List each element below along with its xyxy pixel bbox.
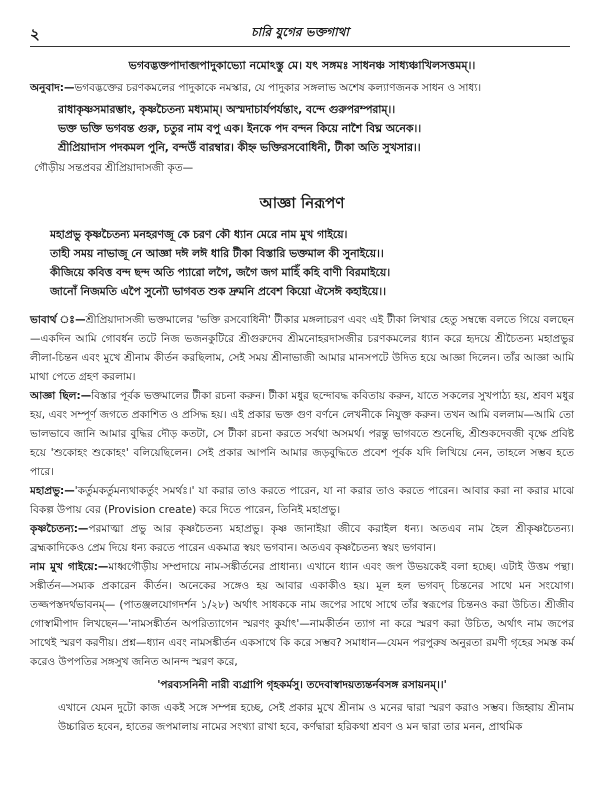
hindi-quote-line: মহাপ্রভু কৃষ্ণচৈতন্য মনহরণজূ কে চরণ কৌ ধ্যান মেরে নাম মুখ গাইয়ে। xyxy=(50,228,348,241)
bhavarth-paragraph xyxy=(30,311,574,387)
hindi-quote-block xyxy=(30,225,574,301)
hindi-quote-line: তাহী সময় নাভাজূ নে আজ্ঞা দঈ লঈ ধারি টীকা বিস্তারি ভক্তমাল কী সুনাইয়ে।। xyxy=(50,247,384,260)
hindi-quote-line: কীজিয়ে কবিত্ত বন্দ ছন্দ অতি প্যারো লগৈ, জগৈ জগ মাহিঁ কহি বাণী বিরমাইয়ে। xyxy=(50,266,391,279)
anubad-text: ভগবদ্ভক্তের চরণকমলের পাদুকাকে নমস্কার, যে পাদুকার সঙ্গলাভ অশেষ কল্যাণজনক সাধন ও সাধ্য। xyxy=(74,82,482,94)
naam-mukh-paragraph xyxy=(30,558,574,672)
paragraph-label: কৃষ্ণচৈতন্য:— xyxy=(30,523,89,535)
page-content xyxy=(30,56,574,737)
anubad-paragraph xyxy=(30,79,574,98)
agya-paragraph xyxy=(30,387,574,482)
opening-verse: ভগবদ্ভক্তপাদাব্জপাদুকাভ্যো নমোঽস্তু মে। যৎ সঙ্গমঃ সাধনঞ্চ সাধ্যঞ্চাখিলসত্তমম্।। xyxy=(128,59,476,72)
mahaprabhu-paragraph xyxy=(30,482,574,520)
hindi-quote-line: জানোঁ নিজমতি এপৈ সুন্যৌ ভাগবত শুক দ্রুমনি প্রবেশ কিয়ো ঐসেঈ কহাইয়ে।। xyxy=(50,285,386,298)
praise-line: ভক্ত ভক্তি ভগবন্ত গুরু, চতুর নাম বপু এক। ইনকে পদ বন্দন কিয়ে নাশৈ বিঘ্ন অনেক।। xyxy=(58,122,422,135)
paragraph-label: মহাপ্রভু:— xyxy=(30,485,75,497)
krishnachaitanya-paragraph xyxy=(30,520,574,558)
section-title: আজ্ঞা নিরূপণ xyxy=(259,194,345,212)
page-number: ২ xyxy=(30,25,40,43)
praise-line: রাধাকৃষ্ণসমারম্ভাং, কৃষ্ণচৈতন্য মধ্যমাম্। অস্মদাচার্যপর্যন্তাং, বন্দে গুরুপরম্পরাম্।। xyxy=(58,103,396,116)
paragraph-label: ভাবার্থ ঃ— xyxy=(30,314,86,326)
paragraph-label: আজ্ঞা ছিল:— xyxy=(30,390,92,402)
paragraph-label: নাম মুখ গাইয়ে:— xyxy=(30,561,109,573)
paragraph-text: পরমাত্মা প্রভু আর কৃষ্ণচৈতন্য মহাপ্রভু। কৃষ্ণ জানাইয়া জীবে করাইল ধন্য। অতএব নাম হৈল শ্রীকৃষ্ণচৈতন্য। ব্রহ্মকাদিকেও প্রেম দিয়ে ধন্য করতে পারেন একমাত্র স্বয়ং ভগবান। অতএব কৃষ্ণচৈতন্য স্বয়ং ভগবান। xyxy=(30,523,574,554)
praise-line: শ্রীপ্রিয়াদাস পদকমল পুনি, বন্দউঁ বারম্বার। কীহ্ন ভক্তিরসবোধিনী, টীকা অতি সুখসার।। xyxy=(58,141,421,154)
paragraph-text: বিস্তার পূর্বক ভক্তমালের টীকা রচনা করুন। টীকা মধুর ছন্দোবদ্ধ কবিতায় করুন, যাতে সকলের সুখপাঠ্য হয়, শ্রবণ মধুর হয়, এবং সম্পূর্ণ জগতে প্রকাশিত ও প্রসিদ্ধ হয়। এই প্রকার ভক্ত গুণ বর্ণনে লেখনীকে নিযুক্ত করুন। তখন আমি বললাম—আমি তো ভালভাবে জানি আমার বুদ্ধির দৌড় কতটা, সে টীকা রচনা করতে সর্বথা অসমর্থ। পরন্তু ভাগবতে শুনেছি, শ্রীশুকদেবজী বৃক্ষে প্রবিষ্ট হয়ে 'শুকোহং শুকোহং' বলিয়েছিলেন। সেই প্রকার আপনি আমার জড়বুদ্ধিতে প্রবেশ পূর্বক যদি লিখিয়ে নেন, তাহলে সম্ভব হতে পারে। xyxy=(30,390,574,478)
paragraph-text: শ্রীপ্রিয়াদাসজী ভক্তমালের 'ভক্তি রসবোধিনী' টীকার মঙ্গলাচরণ এবং এই টীকা লিখার হেতু সম্বন্ধে বলতে গিয়ে বলছেন—একদিন আমি গোবর্ধন তটে নিজ ভজনকুটিরে শ্রীগুরুদেব শ্রীমনোহরদাসজীর চরণকমলের ধ্যান করে হৃদয়ে শ্রীচৈতন্য মহাপ্রভুর লীলা-চিন্তন এবং মুখে শ্রীনাম কীর্তন করছিলাম, সেই সময় শ্রীনাভাজী আমার মানসপটে উদিত হয়ে আজ্ঞা দিলেন। তাঁর আজ্ঞা আমি মাথা পেতে গ্রহণ করলাম। xyxy=(30,314,574,383)
attribution: গৌড়ীয় সন্তপ্রবর শ্রীপ্রিয়াদাসজী কৃত— xyxy=(34,162,194,174)
anubad-label: অনুবাদ:— xyxy=(30,82,75,94)
running-head: চারি যুগের ভক্তগাথা xyxy=(251,25,349,39)
closing-paragraph: এখানে যেমন দুটো কাজ একই সঙ্গে সম্পন্ন হচ্ছে, সেই প্রকার মুখে শ্রীনাম ও মনের দ্বারা স্মরণ করাও সম্ভব। জিহ্বায় শ্রীনাম উচ্চারিত হবেন, হাতের জপমালায় নামের সংখ্যা রাখা হবে, কর্ণদ্বারা হরিকথা শ্রবণ ও মন দ্বারা তার মনন, প্রাথমিক xyxy=(58,702,574,733)
paragraph-text: মাধ্বগৌড়ীয় সম্প্রদায়ে নাম-সঙ্কীর্তনের প্রাধান্য। এখানে ধ্যান এবং জপ উভয়কেই বলা হচ্ছে। এটাই উত্তম পন্থা। সঙ্কীর্তন—সম্যক প্রকারেন কীর্তন। অনেকের সঙ্গেও হয় আবার একাকীও হয়। মূল হল ভগবদ্ চিন্তনের সাথে মন সংযোগ। তজ্জপস্তদর্থভাবনম্— (পাতঞ্জলযোগদর্শন ১/২৮) অর্থাৎ সাধককে নাম জপের সাথে সাথে তাঁর স্বরূপের চিন্তনও করা উচিত। শ্রীজীব গোস্বামীপাদ লিখছেন—'নামসঙ্কীর্তন অপরিত্যাগেন স্মরণং কুর্যাৎ'—নামকীর্তন ত্যাগ না করে স্মরণ করা উচিত, অর্থাৎ নাম জপের সাথেই স্মরণ করণীয়। প্রশ্ন—ধ্যান এবং নামসঙ্কীর্তন একসাথে কি করে সম্ভব? সমাধান—যেমন পরপুরুষ অনুরতা রমণী গৃহের সমস্ত কর্ম করেও উপপতির সঙ্গসুখ জনিত আনন্দ স্মরণ করে, xyxy=(30,561,575,668)
paragraph-text: 'কর্তুমকর্তুমন্যথাকর্তুং সমর্থঃ।' যা করার তাও করতে পারেন, যা না করার তাও করতে পারেন। আবার করা না করার মাঝে বিকল্প উপায় বের (Provision create) করে দিতে পারেন, তিনিই মহাপ্রভু। xyxy=(30,485,574,516)
page-header xyxy=(30,20,570,47)
closing-quote: 'পরব্যসনিনী নারী ব্যগ্রাপি গৃহকর্মসু। তদেবাস্বাদয়ত্যন্তর্নবসঙ্গ রসায়নম্।।' xyxy=(157,679,447,691)
